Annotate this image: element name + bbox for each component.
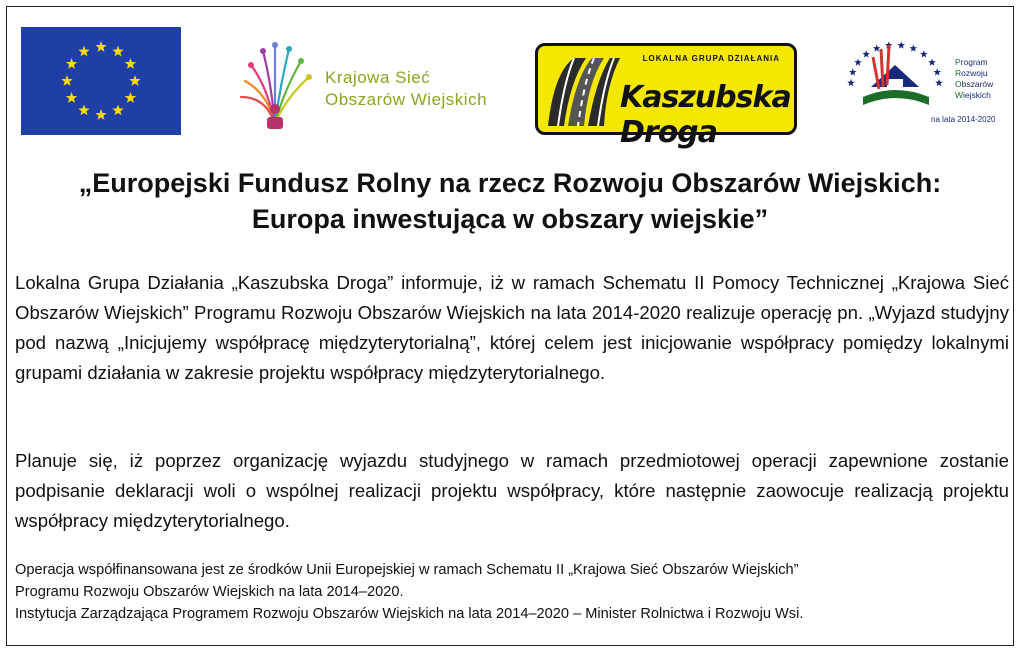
prow-word-rozwoju: ozwoju [961, 68, 988, 78]
prow-star-icon [854, 58, 862, 65]
prow-initial-p: P [955, 57, 961, 67]
document-frame [6, 6, 1014, 646]
footer-line1: Operacja współfinansowana jest ze środków Unii Europejskiej w ramach Schematu II „Krajowa Sieć Obszarów Wiejskich” [15, 562, 799, 578]
footer-note [15, 559, 1015, 625]
prow-star-icon [928, 58, 936, 65]
prow-star-icon [909, 44, 917, 51]
eu-flag-icon [21, 27, 181, 135]
paragraph-announcement: Lokalna Grupa Działania „Kaszubska Droga” informuje, iż w ramach Schematu II Pomocy Technicznej „Krajowa Sieć Obszarów Wiejskich” Programu Rozwoju Obszarów Wiejskich na lata 2014-2020 realizuje operację pn. „Wyjazd studyjny pod nazwą „Inicjujemy współpracę międzyterytorialną”, której celem jest inicjowanie współpracy pomiędzy lokalnymi grupami działania w zakresie projektu współpracy międzyterytorialnego. [15, 272, 1009, 383]
eu-star-icon [95, 41, 106, 52]
ksow-logo [237, 37, 507, 137]
prow-initial-o: O [955, 79, 962, 89]
prow-star-icon [935, 79, 943, 86]
prow-word-obszarow: bszarów [961, 79, 994, 89]
prow-star-icon [920, 50, 928, 57]
prow-star-icon [897, 41, 905, 48]
eu-star-icon [66, 92, 77, 103]
prow-logo [843, 35, 1013, 135]
ksow-line2: Obszarów Wiejskich [325, 90, 488, 109]
eu-star-icon [78, 104, 89, 115]
prow-star-icon [847, 79, 855, 86]
prow-word-wiejskich: iejskich [963, 90, 991, 100]
title-line1: „Europejski Fundusz Rolny na rzecz Rozwoju Obszarów Wiejskich: [78, 168, 942, 198]
footer-line3: Instytucja Zarządzająca Programem Rozwoju Obszarów Wiejskich na lata 2014–2020 – Minister Rolnictwa i Rozwoju Wsi. [15, 606, 804, 622]
prow-years: na lata 2014-2020 [931, 115, 996, 124]
eu-star-icon [112, 104, 123, 115]
prow-logo-text [955, 57, 993, 101]
title-line2: Europa inwestująca w obszary wiejskie” [251, 204, 769, 234]
page-title [7, 165, 1013, 237]
prow-star-icon [933, 68, 941, 75]
eu-star-icon [95, 109, 106, 120]
prow-star-icon [849, 68, 857, 75]
logo-bar [7, 7, 1013, 157]
paragraph-plan: Planuje się, iż poprzez organizację wyjazdu studyjnego w ramach przedmiotowej operacji zapewnione zostanie podpisanie deklaracji woli o wspólnej realizacji projektu współpracy, które następnie zaowocuje realizacją projektu współpracy międzyterytorialnego. [15, 450, 1009, 531]
kd-name: Kaszubska Droga [620, 80, 791, 150]
eu-star-icon [112, 46, 123, 57]
prow-star-icon [862, 50, 870, 57]
eu-stars-icon [21, 27, 181, 135]
ksow-line1: Krajowa Sieć [325, 68, 431, 87]
kaszubska-droga-logo [535, 43, 797, 150]
ksow-logo-text [325, 67, 487, 111]
eu-star-icon [129, 75, 140, 86]
eu-star-icon [78, 46, 89, 57]
kd-top-label: LOKALNA GRUPA DZIAŁANIA [642, 54, 780, 63]
prow-initial-r: R [955, 68, 962, 78]
prow-initial-w: W [955, 90, 964, 100]
eu-star-icon [125, 58, 136, 69]
eu-star-icon [125, 92, 136, 103]
eu-star-icon [61, 75, 72, 86]
footer-line2: Programu Rozwoju Obszarów Wiejskich na lata 2014–2020. [15, 584, 404, 600]
prow-emblem-icon [843, 35, 948, 115]
eu-star-icon [66, 58, 77, 69]
prow-star-icon [873, 44, 881, 51]
prow-word-program: rogram [960, 57, 988, 67]
ksow-tree-icon [237, 37, 317, 137]
